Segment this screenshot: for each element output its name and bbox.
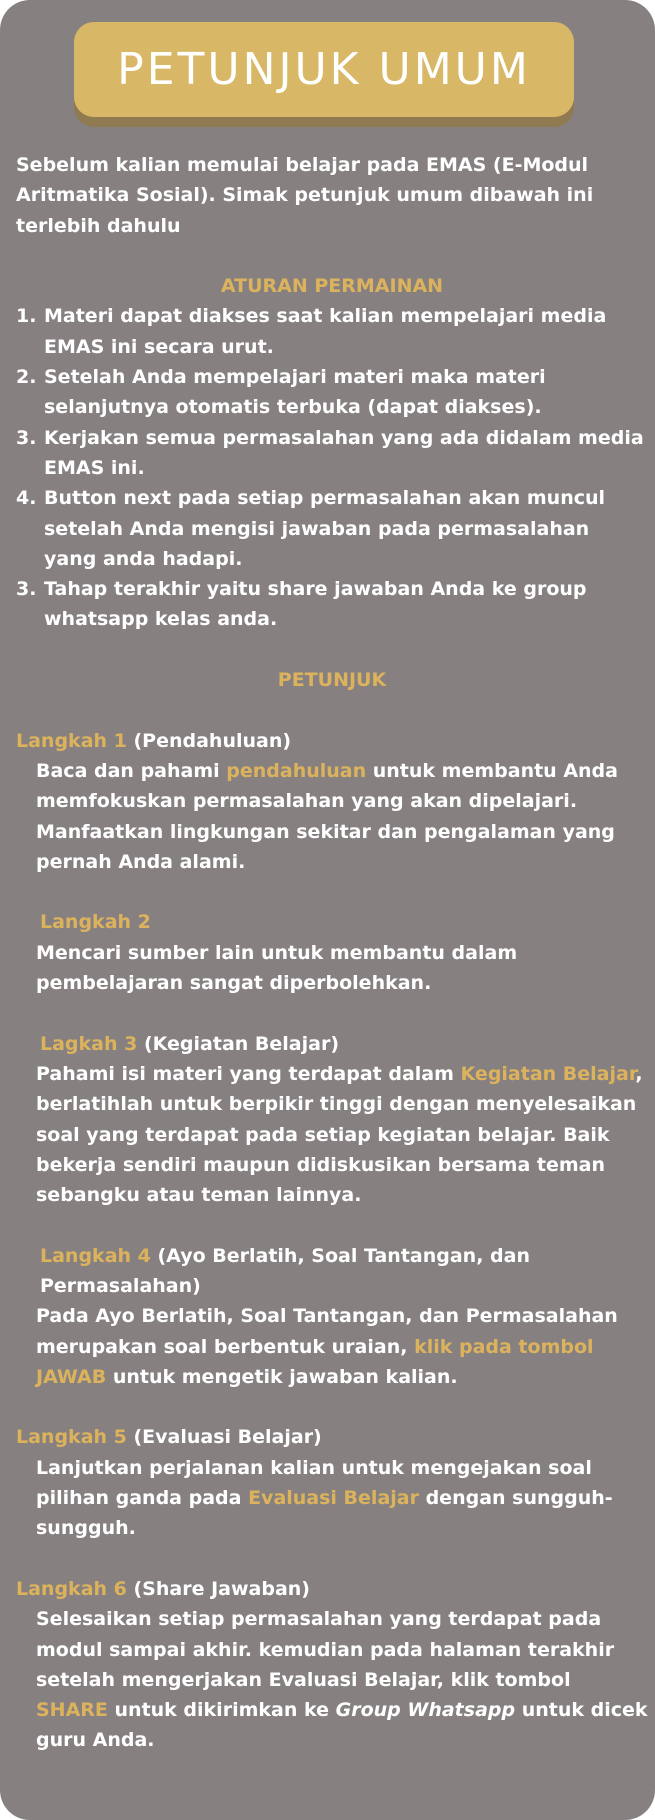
step-3-text-a: Pahami isi materi yang terdapat dalam [36, 1062, 461, 1085]
step-5-label: Langkah 5 [16, 1426, 127, 1449]
rules-item-number: 3. [16, 578, 37, 601]
step-4-text [16, 1301, 648, 1392]
step-1-text-a: Baca dan pahami [36, 759, 227, 782]
step-3-highlight: Kegiatan Belajar [460, 1062, 636, 1085]
rules-item-text: Tahap terakhir yaitu share jawaban Anda ke group whatsapp kelas anda. [44, 578, 587, 631]
step-5-text-b: dengan sungguh-sungguh. [36, 1487, 613, 1540]
step-3-heading [16, 1029, 648, 1059]
step-5-heading [16, 1422, 648, 1452]
step-6-text-a: Selesaikan setiap permasalahan yang terdapat pada modul sampai akhir. kemudian pada halaman terakhir setelah mengerjakan Evaluasi Belajar, klik tombol [36, 1608, 615, 1691]
step-3-text [16, 1059, 648, 1210]
step-6-label: Langkah 6 [16, 1577, 127, 1600]
instructions-heading: PETUNJUK [277, 669, 387, 692]
rules-item-text: Setelah Anda mempelajari materi maka materi selanjutnya otomatis terbuka (dapat diakses). [44, 366, 546, 419]
step-4-heading [16, 1241, 648, 1302]
page-title: PETUNJUK UMUM [117, 44, 531, 95]
step-5-text-a: Lanjutkan perjalanan kalian untuk mengejakan soal pilihan ganda pada [36, 1456, 592, 1510]
step-1-text-b: untuk membantu Anda memfokuskan permasalahan yang akan dipelajari. Manfaatkan lingkungan sekitar dan pengalaman yang pernah Anda alami. [36, 759, 618, 873]
rules-item [16, 574, 648, 635]
step-4-text-b: untuk mengetik jawaban kalian. [106, 1365, 458, 1388]
step-6-heading [16, 1574, 648, 1604]
step-1-heading [16, 726, 648, 756]
step-6-highlight: SHARE [36, 1699, 108, 1722]
rules-item [16, 423, 648, 484]
step-5-title: (Evaluasi Belajar) [126, 1426, 322, 1449]
rules-heading: ATURAN PERMAINAN [220, 275, 444, 298]
step-4-text-a: Pada Ayo Berlatih, Soal Tantangan, dan Permasalahan merupakan soal berbentuk uraian, [36, 1305, 618, 1358]
rules-item [16, 362, 648, 423]
rules-item [16, 483, 648, 574]
step-6-title: (Share Jawaban) [126, 1577, 310, 1600]
rules-item-number: 4. [16, 487, 37, 510]
step-6-text-c: untuk dicek guru Anda. [36, 1699, 648, 1752]
step-4-label: Langkah 4 [40, 1244, 151, 1267]
step-3-text-b: , berlatihlah untuk berpikir tinggi dengan menyelesaikan soal yang terdapat pada setiap kegiatan belajar. Baik bekerja sendiri maupun didiskusikan bersama teman sebangku atau teman lainnya. [36, 1062, 643, 1207]
step-6-italic: Group Whatsapp [335, 1699, 516, 1722]
step-3-title: (Kegiatan Belajar) [137, 1032, 340, 1055]
step-6-text-b: untuk dikirimkan ke [107, 1699, 336, 1722]
rules-item-text: Materi dapat diakses saat kalian mempelajari media EMAS ini secara urut. [44, 305, 607, 358]
intro-text: Sebelum kalian memulai belajar pada EMAS (E-Modul Aritmatika Sosial). Simak petunjuk umum dibawah ini terlebih dahulu [16, 154, 594, 237]
header-banner [74, 22, 574, 117]
step-1-text [16, 756, 648, 877]
rules-item-number: 1. [16, 305, 37, 328]
content [16, 150, 648, 1756]
step-2-heading [16, 907, 648, 937]
rules-item-number: 3. [16, 426, 37, 449]
step-5-text [16, 1453, 648, 1544]
step-6-text [16, 1604, 648, 1755]
step-1-title: (Pendahuluan) [126, 729, 292, 752]
rules-list [16, 301, 648, 634]
rules-item-text: Kerjakan semua permasalahan yang ada didalam media EMAS ini. [44, 426, 644, 479]
rules-item-text: Button next pada setiap permasalahan akan muncul setelah Anda mengisi jawaban pada permasalahan yang anda hadapi. [44, 487, 606, 570]
rules-item [16, 301, 648, 362]
step-3-label: Lagkah 3 [40, 1032, 138, 1055]
step-4-highlight: klik pada tombol JAWAB [36, 1335, 594, 1388]
step-1-highlight: pendahuluan [226, 759, 367, 782]
step-1-label: Langkah 1 [16, 729, 127, 752]
step-5-highlight: Evaluasi Belajar [248, 1487, 419, 1510]
step-4-title: (Ayo Berlatih, Soal Tantangan, dan Permasalahan) [40, 1244, 530, 1297]
rules-item-number: 2. [16, 366, 37, 389]
step-2-label: Langkah 2 [40, 911, 151, 934]
step-2-text: Mencari sumber lain untuk membantu dalam pembelajaran sangat diperbolehkan. [36, 941, 518, 995]
